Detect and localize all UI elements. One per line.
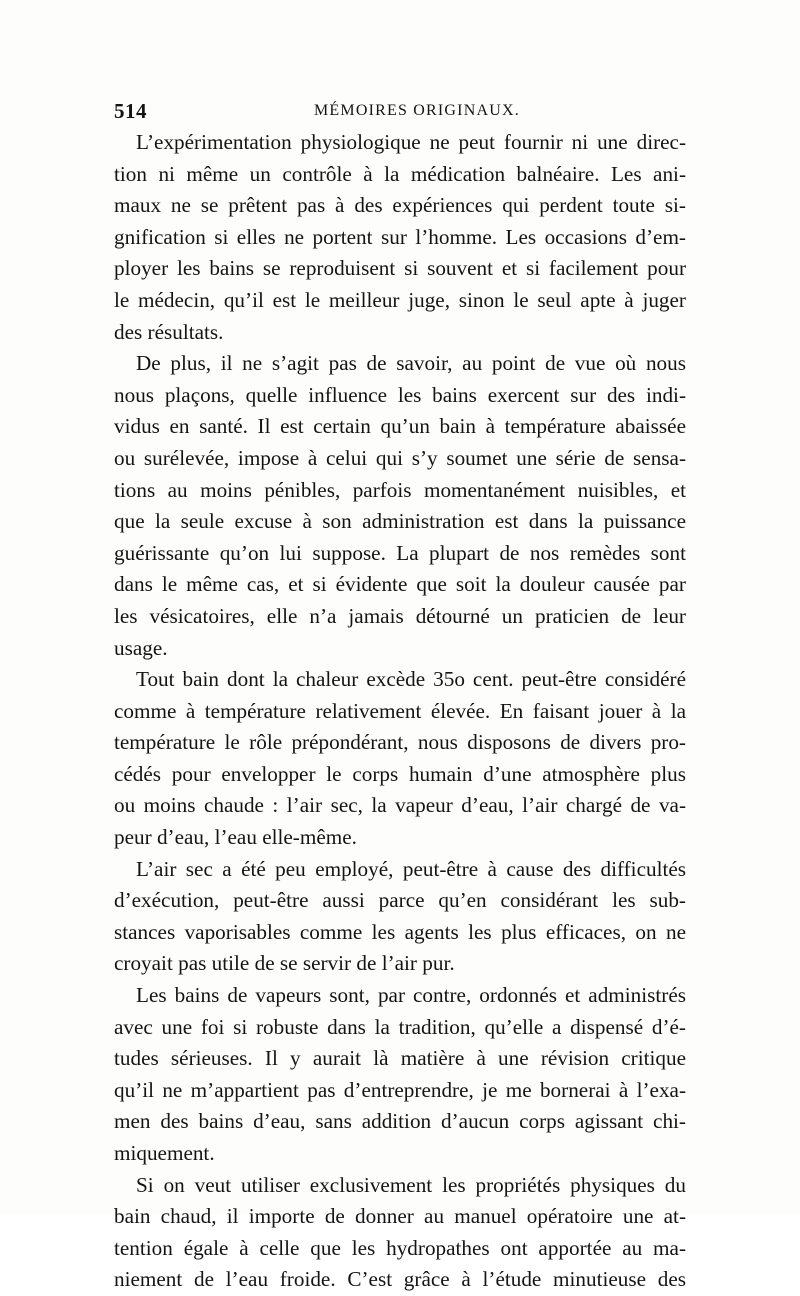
text-line: le médecin, qu’il est le meilleur juge, sinon le seul apte à juger: [114, 287, 686, 312]
text-line: tention égale à celle que les hydropathes ont apportée au ma-: [114, 1235, 686, 1260]
text-line: miquement.: [114, 1141, 215, 1165]
text-line: peur d’eau, l’eau elle-même.: [114, 825, 357, 850]
text-line: usage.: [114, 635, 168, 660]
text-line: vidus en santé. Il est certain qu’un bain à température abaissée: [114, 414, 686, 439]
text-line: stances vaporisables comme les agents les plus efficaces, on ne: [114, 919, 686, 944]
text-line: bain chaud, il importe de donner au manuel opératoire une at-: [114, 1204, 686, 1229]
text-line: d’exécution, peut-être aussi parce qu’en considérant les sub-: [114, 888, 686, 913]
text-line: tion ni même un contrôle à la médication balnéaire. Les ani-: [114, 161, 686, 186]
text-line: maux ne se prêtent pas à des expériences qui perdent toute si-: [114, 193, 686, 218]
text-line: comme à température relativement élevée. En faisant jouer à la: [114, 698, 686, 723]
text-line: L’air sec a été peu employé, peut-être à cause des difficultés: [136, 856, 686, 881]
text-line: des résultats.: [114, 319, 224, 344]
text-line: qu’il ne m’appartient pas d’entreprendre, je me bornerai à l’exa-: [114, 1077, 686, 1102]
body-text: [114, 127, 686, 1296]
text-line: ployer les bains se reproduisent si souvent et si facilement pour: [114, 256, 686, 281]
paragraph-5: [114, 980, 686, 1170]
text-line: guérissante qu’on lui suppose. La plupart de nos remèdes sont: [114, 540, 686, 565]
text-line: croyait pas utile de se servir de l’air pur.: [114, 951, 455, 976]
page-header: [114, 99, 684, 125]
text-line: De plus, il ne s’agit pas de savoir, au point de vue où nous: [136, 351, 686, 376]
text-line: température le rôle prépondérant, nous disposons de divers pro-: [114, 730, 686, 755]
running-title: MÉMOIRES ORIGINAUX.: [314, 102, 520, 119]
text-line: les vésicatoires, elle n’a jamais détourné un praticien de leur: [114, 603, 686, 628]
paragraph-2: [114, 348, 686, 664]
text-line: niement de l’eau froide. C’est grâce à l’étude minutieuse des: [114, 1267, 686, 1292]
text-line: que la seule excuse à son administration est dans la puissance: [114, 509, 686, 534]
text-line: L’expérimentation physiologique ne peut fournir ni une direc-: [136, 130, 686, 154]
text-line: tions au moins pénibles, parfois momentanément nuisibles, et: [114, 477, 686, 502]
text-line: tudes sérieuses. Il y aurait là matière à une révision critique: [114, 1046, 686, 1071]
text-line: dans le même cas, et si évidente que soit la douleur causée par: [114, 572, 686, 597]
text-line: gnification si elles ne portent sur l’homme. Les occasions d’em-: [114, 224, 686, 249]
text-line: nous plaçons, quelle influence les bains exercent sur des indi-: [114, 382, 686, 407]
text-line: ou moins chaude : l’air sec, la vapeur d’eau, l’air chargé de va-: [114, 793, 686, 818]
paragraph-1: [114, 127, 686, 348]
paragraph-3: [114, 664, 686, 854]
text-line: Si on veut utiliser exclusivement les propriétés physiques du: [136, 1172, 686, 1197]
text-line: cédés pour envelopper le corps humain d’une atmosphère plus: [114, 761, 686, 786]
paragraph-4: [114, 854, 686, 980]
paragraph-6: [114, 1170, 686, 1296]
text-line: Les bains de vapeurs sont, par contre, ordonnés et administrés: [136, 983, 686, 1008]
text-line: avec une foi si robuste dans la tradition, qu’elle a dispensé d’é-: [114, 1014, 686, 1039]
text-line: men des bains d’eau, sans addition d’aucun corps agissant chi-: [114, 1109, 686, 1134]
text-line: Tout bain dont la chaleur excède 35o cent. peut-être considéré: [136, 667, 686, 692]
text-line: ou surélevée, impose à celui qui s’y soumet une série de sensa-: [114, 445, 686, 470]
page-number: 514: [114, 99, 147, 123]
